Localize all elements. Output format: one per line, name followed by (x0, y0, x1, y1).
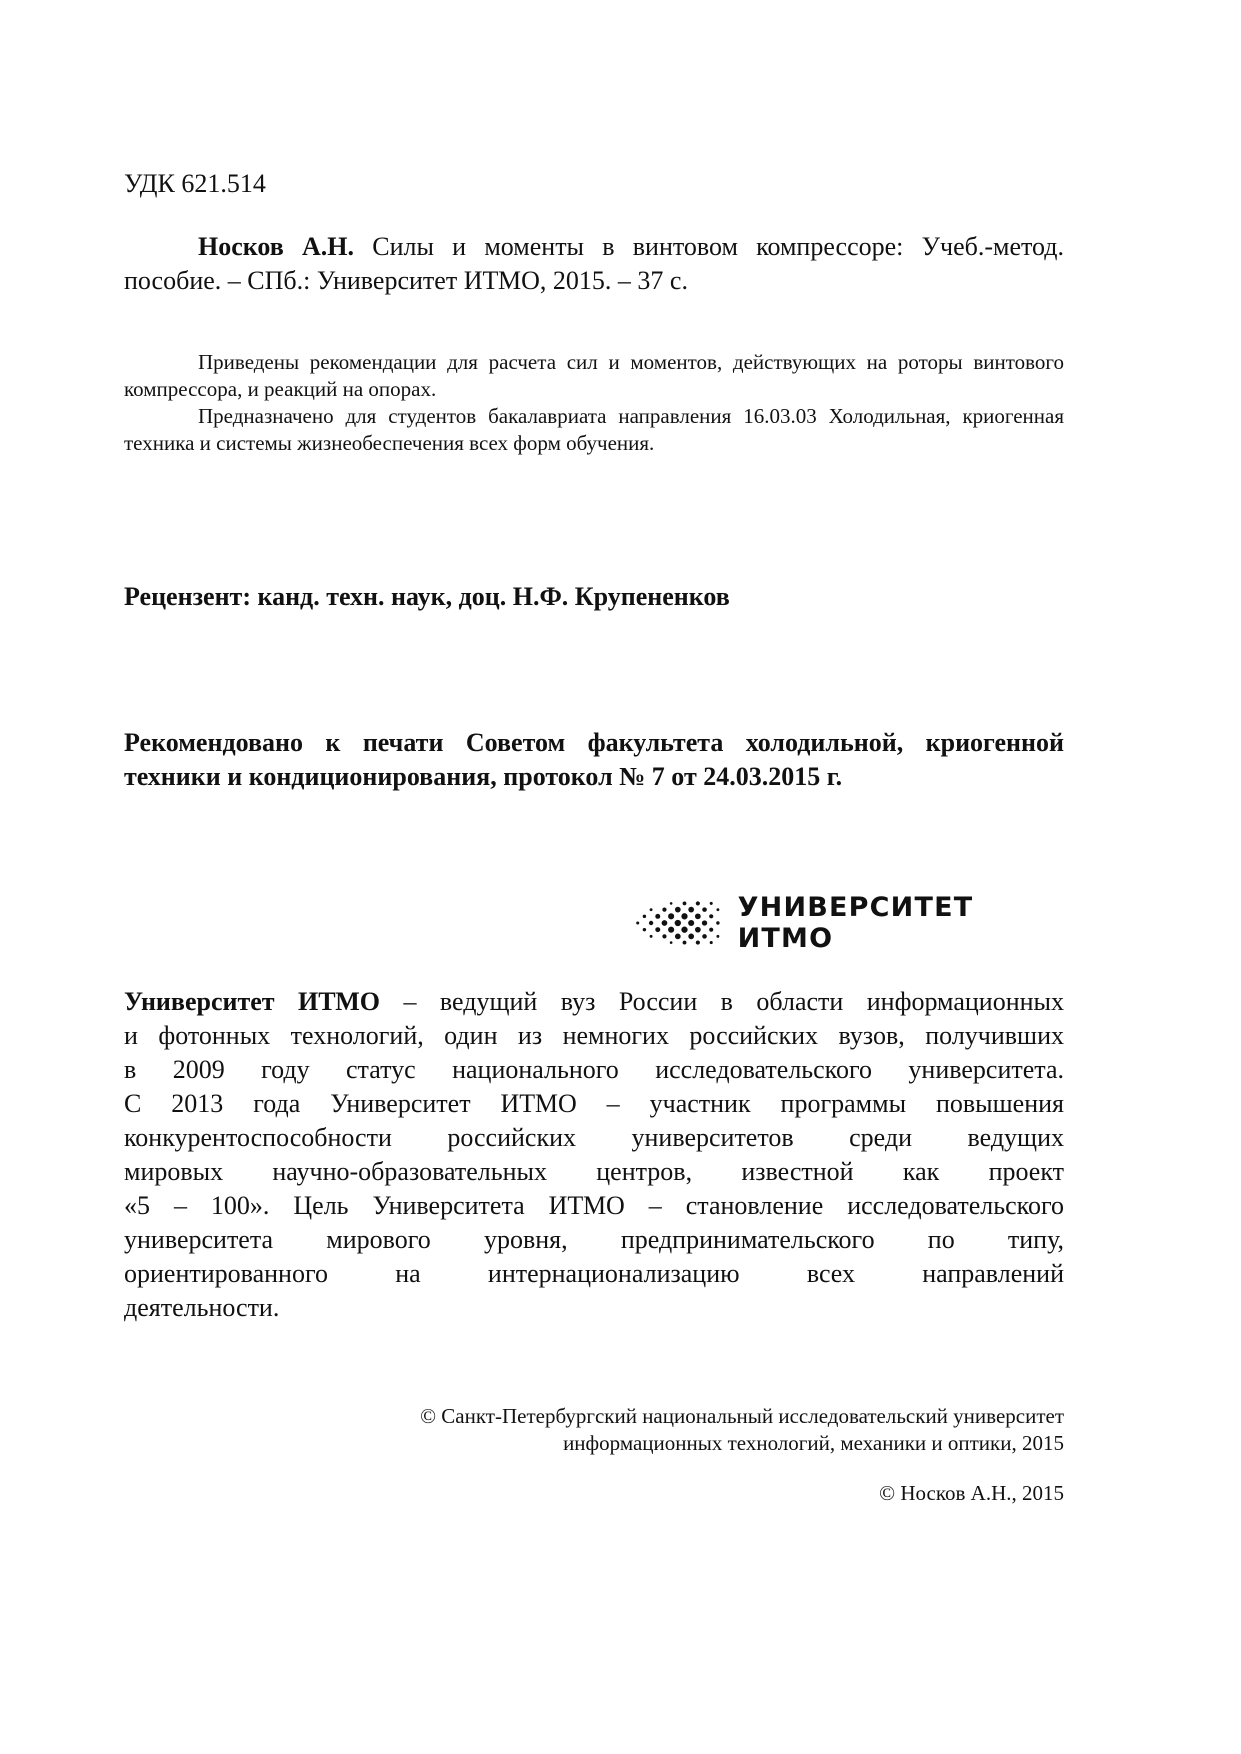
about-line-4: С 2013 года Университет ИТМО – участник программы повышения (124, 1089, 1064, 1118)
copyright-university-line-1: © Санкт-Петербургский национальный исследовательский университет (420, 1404, 1064, 1428)
about-itmo (124, 985, 1064, 1325)
about-line-9: ориентированного на интернационализацию всех направлений (124, 1259, 1064, 1288)
recommendation: Рекомендовано к печати Советом факультета холодильной, криогенной техники и кондиционирования, протокол № 7 от 24.03.2015 г. (124, 728, 1064, 791)
about-line-7: «5 – 100». Цель Университета ИТМО – становление исследовательского (124, 1191, 1064, 1220)
reviewer: Рецензент: канд. техн. наук, доц. Н.Ф. Крупененков (124, 582, 730, 611)
about-line-1: Университет ИТМО – ведущий вуз России в области информационных (124, 987, 1064, 1016)
copyright-university-line-2: информационных технологий, механики и оптики, 2015 (563, 1431, 1064, 1455)
about-line-10: деятельности. (124, 1293, 280, 1322)
about-lead: Университет ИТМО (124, 987, 380, 1016)
about-line-8: университета мирового уровня, предпринимательского по типу, (124, 1225, 1064, 1254)
annotation-paragraph-2: Предназначено для студентов бакалавриата направления 16.03.03 Холодильная, криогенная техника и системы жизнеобеспечения всех форм обучения. (124, 404, 1064, 455)
bib-description: Силы и моменты в винтовом компрессоре: Учеб.-метод. пособие. – СПб.: Университет ИТМО, 2015. – 37 с. (124, 232, 1065, 295)
annotation-paragraph-1: Приведены рекомендации для расчета сил и моментов, действующих на роторы винтового компрессора, и реакций на опорах. (124, 350, 1064, 401)
udk-code: УДК 621.514 (124, 169, 266, 198)
annotation (124, 349, 1064, 457)
itmo-dots-icon (632, 899, 724, 947)
about-line-2: и фотонных технологий, один из немногих российских вузов, получивших (124, 1021, 1064, 1050)
copyright-university (124, 1403, 1064, 1457)
about-line-6: мировых научно-образовательных центров, известной как проект (124, 1157, 1064, 1186)
bibliographic-record (124, 230, 1064, 298)
copyright-author: © Носков А.Н., 2015 (879, 1481, 1064, 1505)
about-line-3: в 2009 году статус национального исследовательского университета. (124, 1055, 1064, 1084)
itmo-logo (632, 892, 1064, 954)
logo-wordmark: УНИВЕРСИТЕТ ИТМО (737, 892, 974, 954)
bib-author: Носков А.Н. (198, 232, 355, 261)
about-line-5: конкурентоспособности российских университетов среди ведущих (124, 1123, 1064, 1152)
